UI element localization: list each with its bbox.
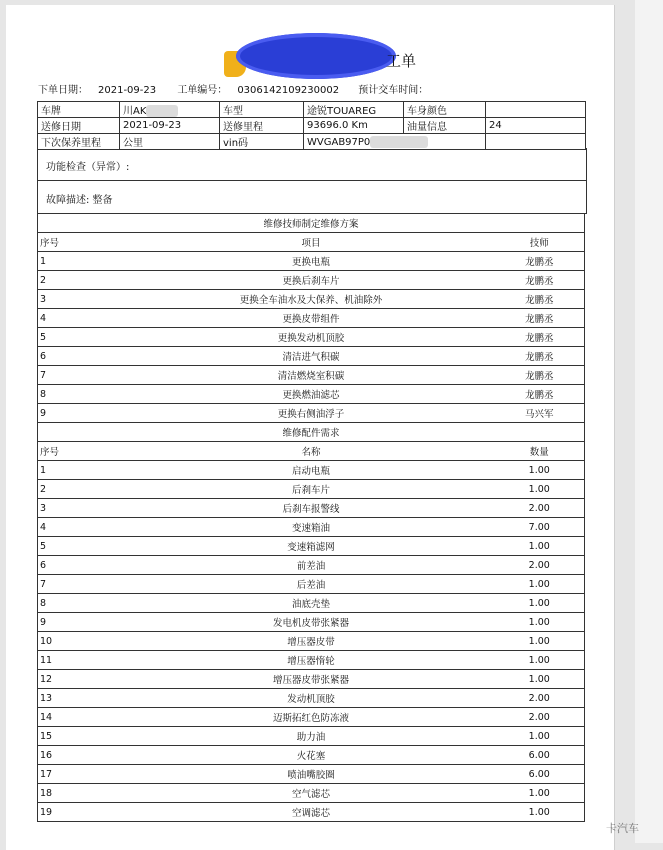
date-value: 2021-09-23	[120, 118, 220, 134]
parts-cell: 增压器皮带张紧器	[128, 670, 495, 689]
parts-section-title-row	[38, 423, 585, 442]
plan-cell: 龙鹏丞	[494, 347, 584, 366]
date-label: 送修日期	[38, 118, 120, 134]
parts-cell: 增压器惰轮	[128, 651, 495, 670]
parts-cell: 2.00	[494, 556, 584, 575]
mileage-value: 93696.0 Km	[304, 118, 404, 134]
parts-cell: 空调滤芯	[128, 803, 495, 822]
parts-cell: 变速箱滤网	[128, 537, 495, 556]
info-row	[38, 118, 586, 134]
parts-cell: 1.00	[494, 784, 584, 803]
table-row	[38, 290, 585, 309]
plate-value: 川AK	[123, 106, 147, 117]
table-row	[38, 328, 585, 347]
plan-cell: 8	[38, 385, 128, 404]
table-row	[38, 708, 585, 727]
parts-cell: 6	[38, 556, 128, 575]
plan-cell: 更换全车油水及大保养、机油除外	[128, 290, 495, 309]
parts-cell: 19	[38, 803, 128, 822]
plan-cell: 1	[38, 252, 128, 271]
plan-cell: 龙鹏丞	[494, 252, 584, 271]
vin-label: vin码	[220, 134, 304, 150]
redaction-mask	[146, 105, 178, 117]
table-row	[38, 404, 585, 423]
parts-cell: 1.00	[494, 594, 584, 613]
plan-cell: 9	[38, 404, 128, 423]
parts-cell: 10	[38, 632, 128, 651]
parts-cell: 14	[38, 708, 128, 727]
plan-cell: 6	[38, 347, 128, 366]
order-no-label: 工单编号：	[177, 85, 228, 96]
table-row	[38, 784, 585, 803]
parts-cell: 2.00	[494, 499, 584, 518]
parts-cell: 5	[38, 537, 128, 556]
fault-description: 故障描述: 整备	[46, 195, 113, 206]
function-check-box	[37, 148, 587, 181]
model-label: 车型	[220, 102, 304, 118]
table-row	[38, 271, 585, 290]
parts-cell: 启动电瓶	[128, 461, 495, 480]
plan-cell: 清洁燃烧室积碳	[128, 366, 495, 385]
table-row	[38, 765, 585, 784]
plan-cell: 更换电瓶	[128, 252, 495, 271]
parts-cell: 6.00	[494, 765, 584, 784]
title-area	[216, 33, 426, 83]
table-row	[38, 347, 585, 366]
parts-cell: 2	[38, 480, 128, 499]
parts-cell: 1.00	[494, 461, 584, 480]
plate-label: 车牌	[38, 102, 120, 118]
parts-cell: 火花塞	[128, 746, 495, 765]
plan-cell: 清洁进气积碳	[128, 347, 495, 366]
table-row	[38, 803, 585, 822]
color-value	[486, 102, 586, 118]
plan-header-cell: 技师	[494, 233, 584, 252]
table-row	[38, 518, 585, 537]
order-date: 2021-09-23	[98, 85, 157, 96]
fault-box	[37, 181, 587, 214]
table-row	[38, 651, 585, 670]
table-row	[38, 252, 585, 271]
table-row	[38, 689, 585, 708]
plan-cell: 更换燃油滤芯	[128, 385, 495, 404]
plan-cell: 3	[38, 290, 128, 309]
parts-cell: 发电机皮带张紧器	[128, 613, 495, 632]
plan-cell: 7	[38, 366, 128, 385]
parts-cell: 1.00	[494, 537, 584, 556]
order-no: 0306142109230002	[237, 85, 340, 96]
parts-cell: 2.00	[494, 689, 584, 708]
plan-cell: 龙鹏丞	[494, 328, 584, 347]
function-check-label: 功能检查（异常）:	[46, 162, 130, 173]
plan-header-row	[38, 233, 585, 252]
model-value: 途锐TOUAREG	[304, 102, 404, 118]
parts-cell: 12	[38, 670, 128, 689]
parts-cell: 9	[38, 613, 128, 632]
plan-cell: 龙鹏丞	[494, 366, 584, 385]
next-service-label: 下次保养里程	[38, 134, 120, 150]
table-row	[38, 461, 585, 480]
parts-cell: 2.00	[494, 708, 584, 727]
plan-cell: 龙鹏丞	[494, 309, 584, 328]
parts-header-cell: 序号	[38, 442, 128, 461]
parts-cell: 1.00	[494, 632, 584, 651]
redaction-mask	[370, 136, 428, 148]
parts-header-cell: 名称	[128, 442, 495, 461]
parts-cell: 发动机顶胶	[128, 689, 495, 708]
plan-cell: 更换后刹车片	[128, 271, 495, 290]
plan-cell: 2	[38, 271, 128, 290]
plan-cell: 龙鹏丞	[494, 290, 584, 309]
parts-cell: 4	[38, 518, 128, 537]
parts-cell: 1.00	[494, 727, 584, 746]
parts-cell: 8	[38, 594, 128, 613]
watermark: 卡汽车	[606, 822, 639, 835]
plan-cell: 更换皮带组件	[128, 309, 495, 328]
parts-cell: 7.00	[494, 518, 584, 537]
parts-cell: 1.00	[494, 803, 584, 822]
redaction-scribble	[236, 33, 396, 79]
table-row	[38, 575, 585, 594]
parts-cell: 15	[38, 727, 128, 746]
parts-cell: 6.00	[494, 746, 584, 765]
doc-title: 工单	[386, 52, 417, 70]
parts-cell: 喷油嘴胶圈	[128, 765, 495, 784]
plan-header-cell: 项目	[128, 233, 495, 252]
table-row	[38, 727, 585, 746]
parts-cell: 后刹车片	[128, 480, 495, 499]
parts-header-cell: 数量	[494, 442, 584, 461]
parts-header-row	[38, 442, 585, 461]
table-row	[38, 556, 585, 575]
info-row	[38, 102, 586, 118]
table-row	[38, 385, 585, 404]
parts-cell: 前差油	[128, 556, 495, 575]
parts-cell: 11	[38, 651, 128, 670]
parts-cell: 1.00	[494, 651, 584, 670]
table-row	[38, 366, 585, 385]
parts-cell: 变速箱油	[128, 518, 495, 537]
viewer-margin	[635, 0, 663, 843]
order-date-label: 下单日期：	[38, 85, 88, 96]
plan-cell: 龙鹏丞	[494, 271, 584, 290]
parts-cell: 16	[38, 746, 128, 765]
vin-value: WVGAB97P0	[307, 136, 371, 148]
table-row	[38, 594, 585, 613]
table-row	[38, 613, 585, 632]
table-row	[38, 632, 585, 651]
repair-plan-table	[37, 214, 585, 822]
plate-cell	[120, 102, 220, 118]
parts-cell: 空气滤芯	[128, 784, 495, 803]
parts-cell: 增压器皮带	[128, 632, 495, 651]
color-label: 车身颜色	[404, 102, 486, 118]
parts-cell: 7	[38, 575, 128, 594]
next-service-value: 公里	[120, 134, 220, 150]
fuel-value: 24	[486, 118, 586, 134]
table-row	[38, 537, 585, 556]
plan-section-title-row	[38, 214, 585, 233]
parts-cell: 1.00	[494, 613, 584, 632]
parts-cell: 后刹车报警线	[128, 499, 495, 518]
table-row	[38, 480, 585, 499]
fuel-label: 油量信息	[404, 118, 486, 134]
delivery-label: 预计交车时间：	[358, 85, 429, 96]
table-row	[38, 746, 585, 765]
parts-cell: 迈斯拓红色防冻液	[128, 708, 495, 727]
plan-header-cell: 序号	[38, 233, 128, 252]
plan-cell: 更换发动机顶胶	[128, 328, 495, 347]
plan-cell: 5	[38, 328, 128, 347]
parts-cell: 后差油	[128, 575, 495, 594]
parts-cell: 3	[38, 499, 128, 518]
plan-cell: 更换右侧油浮子	[128, 404, 495, 423]
parts-cell: 助力油	[128, 727, 495, 746]
plan-cell: 龙鹏丞	[494, 385, 584, 404]
table-row	[38, 499, 585, 518]
parts-cell: 17	[38, 765, 128, 784]
mileage-label: 送修里程	[220, 118, 304, 134]
order-meta	[38, 81, 438, 96]
parts-cell: 1.00	[494, 575, 584, 594]
table-row	[38, 309, 585, 328]
plan-cell: 马兴军	[494, 404, 584, 423]
plan-section-title: 维修技师制定维修方案	[38, 214, 585, 233]
parts-cell: 1	[38, 461, 128, 480]
table-row	[38, 670, 585, 689]
parts-cell: 18	[38, 784, 128, 803]
parts-cell: 1.00	[494, 670, 584, 689]
vehicle-info-table	[37, 101, 586, 150]
parts-cell: 油底壳垫	[128, 594, 495, 613]
parts-cell: 13	[38, 689, 128, 708]
parts-cell: 1.00	[494, 480, 584, 499]
parts-section-title: 维修配件需求	[38, 423, 585, 442]
plan-cell: 4	[38, 309, 128, 328]
